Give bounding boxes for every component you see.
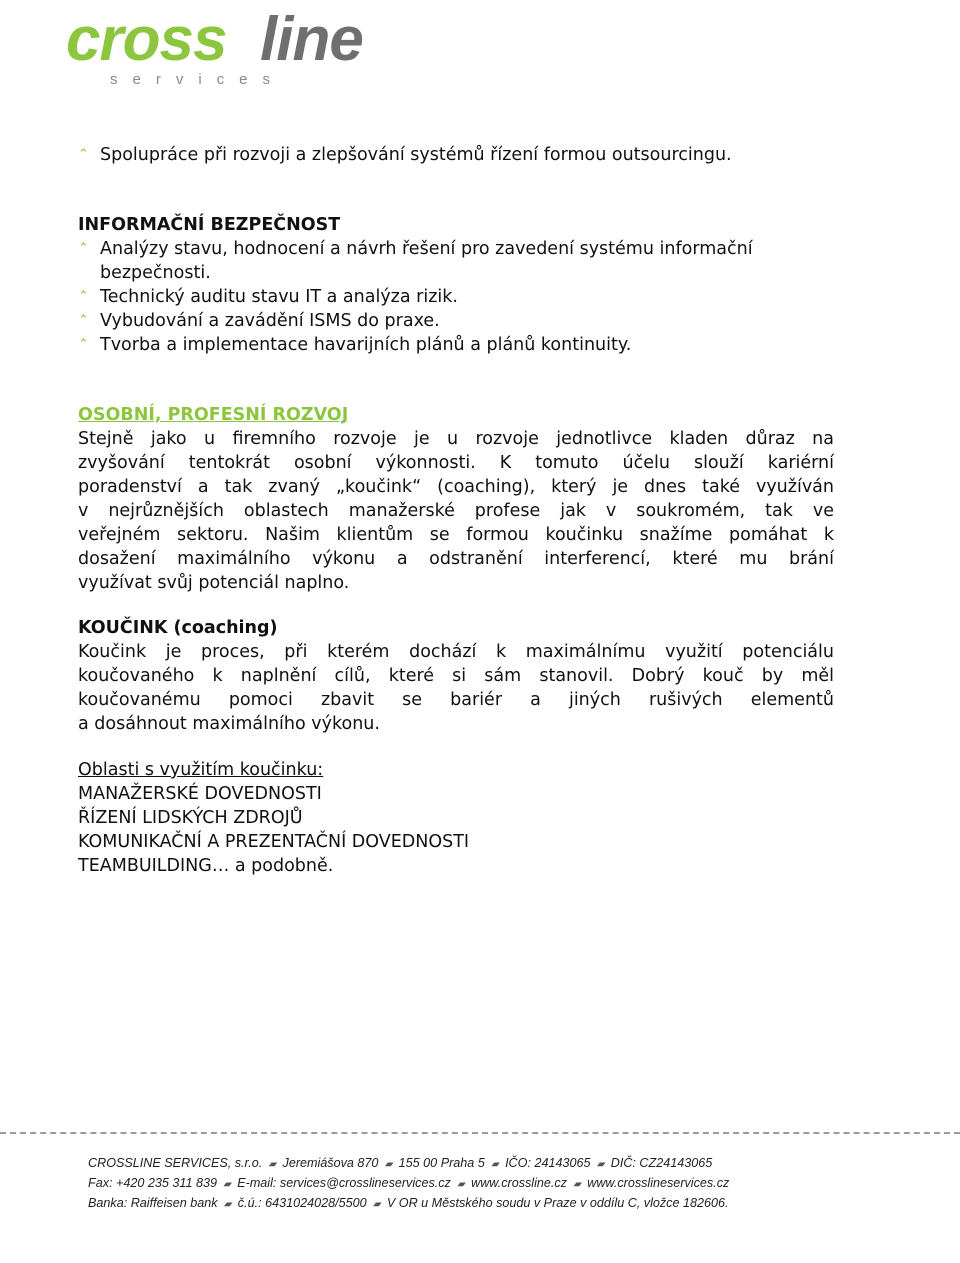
green-caret-icon: ⌃ xyxy=(78,241,89,256)
personal-paragraph-line: poradenství a tak zvaný „koučink“ (coaching), který je dnes také využíván xyxy=(78,477,834,497)
green-caret-icon: ⌃ xyxy=(78,147,89,162)
security-bullet-text: Analýzy stavu, hodnocení a návrh řešení pro zavedení systému informační xyxy=(100,239,753,259)
personal-paragraph-line: dosažení maximálního výkonu a odstranění interferencí, které mu brání xyxy=(78,549,834,569)
arrow-separator-icon: ▰ xyxy=(221,1199,235,1210)
green-caret-icon: ⌃ xyxy=(78,337,89,352)
security-bullet xyxy=(78,285,458,309)
footer-street: Jeremiášova 870 xyxy=(282,1156,379,1170)
personal-heading: OSOBNÍ, PROFESNÍ ROZVOJ xyxy=(78,405,349,425)
arrow-separator-icon: ▰ xyxy=(570,1179,584,1190)
coaching-paragraph-line: koučovaného k naplnění cílů, které si sám stanovil. Dobrý kouč by měl xyxy=(78,666,834,686)
coaching-paragraph-line: a dosáhnout maximálního výkonu. xyxy=(78,714,380,734)
green-caret-icon: ⌃ xyxy=(78,313,89,328)
areas-item: MANAŽERSKÉ DOVEDNOSTI xyxy=(78,784,322,804)
footer-line-contact xyxy=(88,1175,729,1193)
intro-bullet-text: Spolupráce při rozvoji a zlepšování systémů řízení formou outsourcingu. xyxy=(100,145,732,165)
logo-line-text: line xyxy=(260,10,363,74)
crossline-logo xyxy=(62,10,452,88)
arrow-separator-icon: ▰ xyxy=(370,1199,384,1210)
intro-bullet xyxy=(78,143,732,167)
footer-register: V OR u Městského soudu v Praze v oddílu C, vložce 182606. xyxy=(386,1196,729,1210)
arrow-separator-icon: ▰ xyxy=(488,1159,502,1170)
footer-city: 155 00 Praha 5 xyxy=(398,1156,485,1170)
areas-item: KOMUNIKAČNÍ A PREZENTAČNÍ DOVEDNOSTI xyxy=(78,832,470,852)
arrow-separator-icon: ▰ xyxy=(593,1159,608,1170)
coaching-paragraph-line: Koučink je proces, při kterém dochází k maximálnímu využití potenciálu xyxy=(78,642,834,662)
footer-ico: IČO: 24143065 xyxy=(505,1156,591,1170)
footer-account: č.ú.: 6431024028/5500 xyxy=(237,1196,367,1210)
footer-bank: Banka: Raiffeisen bank xyxy=(88,1196,218,1210)
arrow-separator-icon: ▰ xyxy=(220,1179,234,1190)
logo-services-text: services xyxy=(110,71,286,88)
footer-web-link[interactable]: www.crosslineservices.cz xyxy=(587,1176,730,1190)
arrow-separator-icon: ▰ xyxy=(265,1159,280,1170)
green-caret-icon: ⌃ xyxy=(78,289,89,304)
security-bullet-continuation: bezpečnosti. xyxy=(100,263,211,283)
footer-email[interactable]: E-mail: services@crosslineservices.cz xyxy=(237,1176,451,1190)
logo-cross-text: cross xyxy=(66,10,227,74)
areas-item: TEAMBUILDING… a podobně. xyxy=(78,856,334,876)
security-bullet-text: Technický auditu stavu IT a analýza rizik. xyxy=(100,287,458,307)
footer-line-bank xyxy=(88,1195,729,1213)
footer-company: CROSSLINE SERVICES, s.r.o. xyxy=(88,1156,263,1170)
security-bullet xyxy=(78,333,631,357)
security-bullet xyxy=(78,309,440,333)
footer-line-company xyxy=(88,1155,712,1173)
security-bullet xyxy=(78,237,753,261)
footer-divider xyxy=(0,1132,960,1134)
arrow-separator-icon: ▰ xyxy=(381,1159,396,1170)
personal-paragraph-line: zvyšování tentokrát osobní výkonnosti. K tomuto účelu slouží kariérní xyxy=(78,453,834,473)
areas-item: ŘÍZENÍ LIDSKÝCH ZDROJŮ xyxy=(78,808,303,828)
personal-paragraph-line: v nejrůznějších oblastech manažerské profese jak v soukromém, tak ve xyxy=(78,501,834,521)
security-heading: INFORMAČNÍ BEZPEČNOST xyxy=(78,215,341,235)
arrow-separator-icon: ▰ xyxy=(454,1179,468,1190)
footer-web-link[interactable]: www.crossline.cz xyxy=(471,1176,567,1190)
personal-paragraph-line: veřejném sektoru. Našim klientům se formou koučinku snažíme pomáhat k xyxy=(78,525,834,545)
coaching-heading: KOUČINK (coaching) xyxy=(78,618,278,638)
security-bullet-text: Vybudování a zavádění ISMS do praxe. xyxy=(100,311,440,331)
areas-heading: Oblasti s využitím koučinku: xyxy=(78,760,324,780)
coaching-paragraph-line: koučovanému pomoci zbavit se bariér a jiných rušivých elementů xyxy=(78,690,834,710)
footer-fax: Fax: +420 235 311 839 xyxy=(88,1176,217,1190)
personal-paragraph-line: Stejně jako u firemního rozvoje je u rozvoje jednotlivce kladen důraz na xyxy=(78,429,834,449)
security-bullet-text: Tvorba a implementace havarijních plánů a plánů kontinuity. xyxy=(100,335,632,355)
footer-dic: DIČ: CZ24143065 xyxy=(610,1156,713,1170)
personal-paragraph-line: využívat svůj potenciál naplno. xyxy=(78,573,350,593)
